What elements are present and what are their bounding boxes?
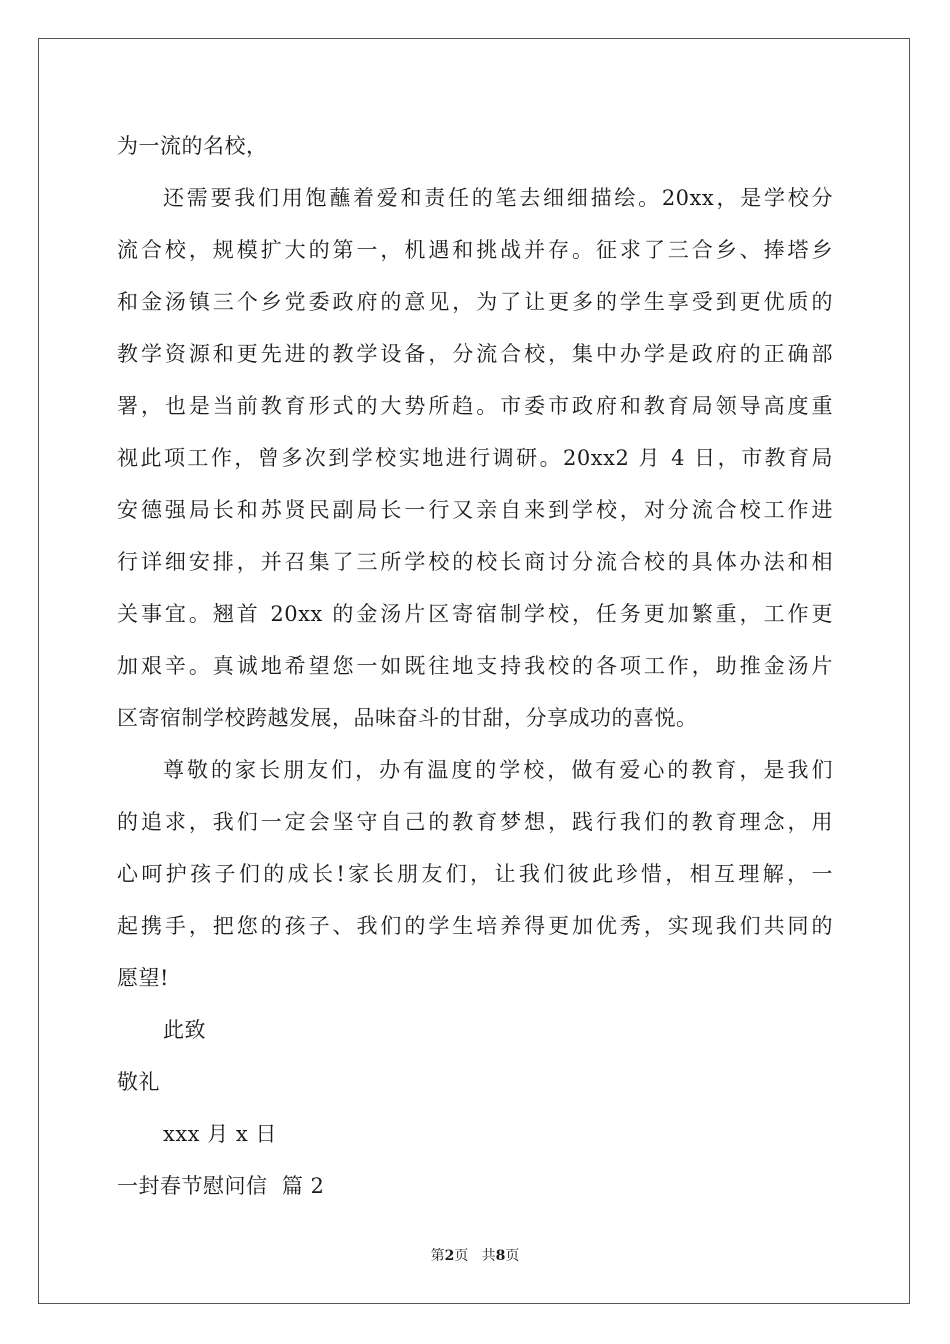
paragraph-line: 流合校，规模扩大的第一，机遇和挑战并存。征求了三合乡、捧塔乡	[117, 238, 833, 262]
paragraph-line: 安德强局长和苏贤民副局长一行又亲自来到学校，对分流合校工作进	[117, 498, 833, 522]
paragraph-line: 起携手，把您的孩子、我们的学生培养得更加优秀，实现我们共同的	[117, 914, 833, 938]
paragraph-line: 愿望!	[117, 966, 169, 990]
paragraph-line: 心呵护孩子们的成长!家长朋友们，让我们彼此珍惜，相互理解，一	[117, 862, 833, 886]
paragraph-line: 署，也是当前教育形式的大势所趋。市委市政府和教育局领导高度重	[117, 394, 833, 418]
letter-body	[117, 120, 833, 1212]
footer-page-number: 2	[444, 1248, 455, 1264]
footer-prefix: 第	[430, 1248, 445, 1264]
paragraph-line: 行详细安排，并召集了三所学校的校长商讨分流合校的具体办法和相	[117, 550, 833, 574]
paragraph-line: 尊敬的家长朋友们，办有温度的学校，做有爱心的教育，是我们	[163, 758, 833, 782]
section-title: 一封春节慰问信 篇 2	[117, 1174, 325, 1198]
closing-regards: 敬礼	[117, 1070, 160, 1094]
page-footer	[0, 1245, 950, 1265]
paragraph-line: 和金汤镇三个乡党委政府的意见，为了让更多的学生享受到更优质的	[117, 290, 833, 314]
footer-suffix: 页	[505, 1248, 520, 1264]
paragraph-line: 视此项工作，曾多次到学校实地进行调研。20xx2 月 4 日，市教育局	[117, 446, 833, 470]
paragraph-line: 的追求，我们一定会坚守自己的教育梦想，践行我们的教育理念，用	[117, 810, 833, 834]
paragraph-line: 关事宜。翘首 20xx 的金汤片区寄宿制学校，任务更加繁重，工作更	[117, 602, 833, 626]
closing-salutation: 此致	[163, 1018, 206, 1042]
paragraph-line: 还需要我们用饱蘸着爱和责任的笔去细细描绘。20xx，是学校分	[163, 186, 833, 210]
paragraph-line: 区寄宿制学校跨越发展，品味奋斗的甘甜，分享成功的喜悦。	[117, 706, 698, 730]
paragraph-line: 为一流的名校，	[117, 134, 268, 158]
paragraph-line: 教学资源和更先进的教学设备，分流合校，集中办学是政府的正确部	[117, 342, 833, 366]
paragraph-line: 加艰辛。真诚地希望您一如既往地支持我校的各项工作，助推金汤片	[117, 654, 833, 678]
footer-mid: 页 共	[454, 1248, 496, 1264]
footer-total-pages: 8	[495, 1248, 506, 1264]
letter-date: xxx 月 x 日	[163, 1122, 277, 1146]
